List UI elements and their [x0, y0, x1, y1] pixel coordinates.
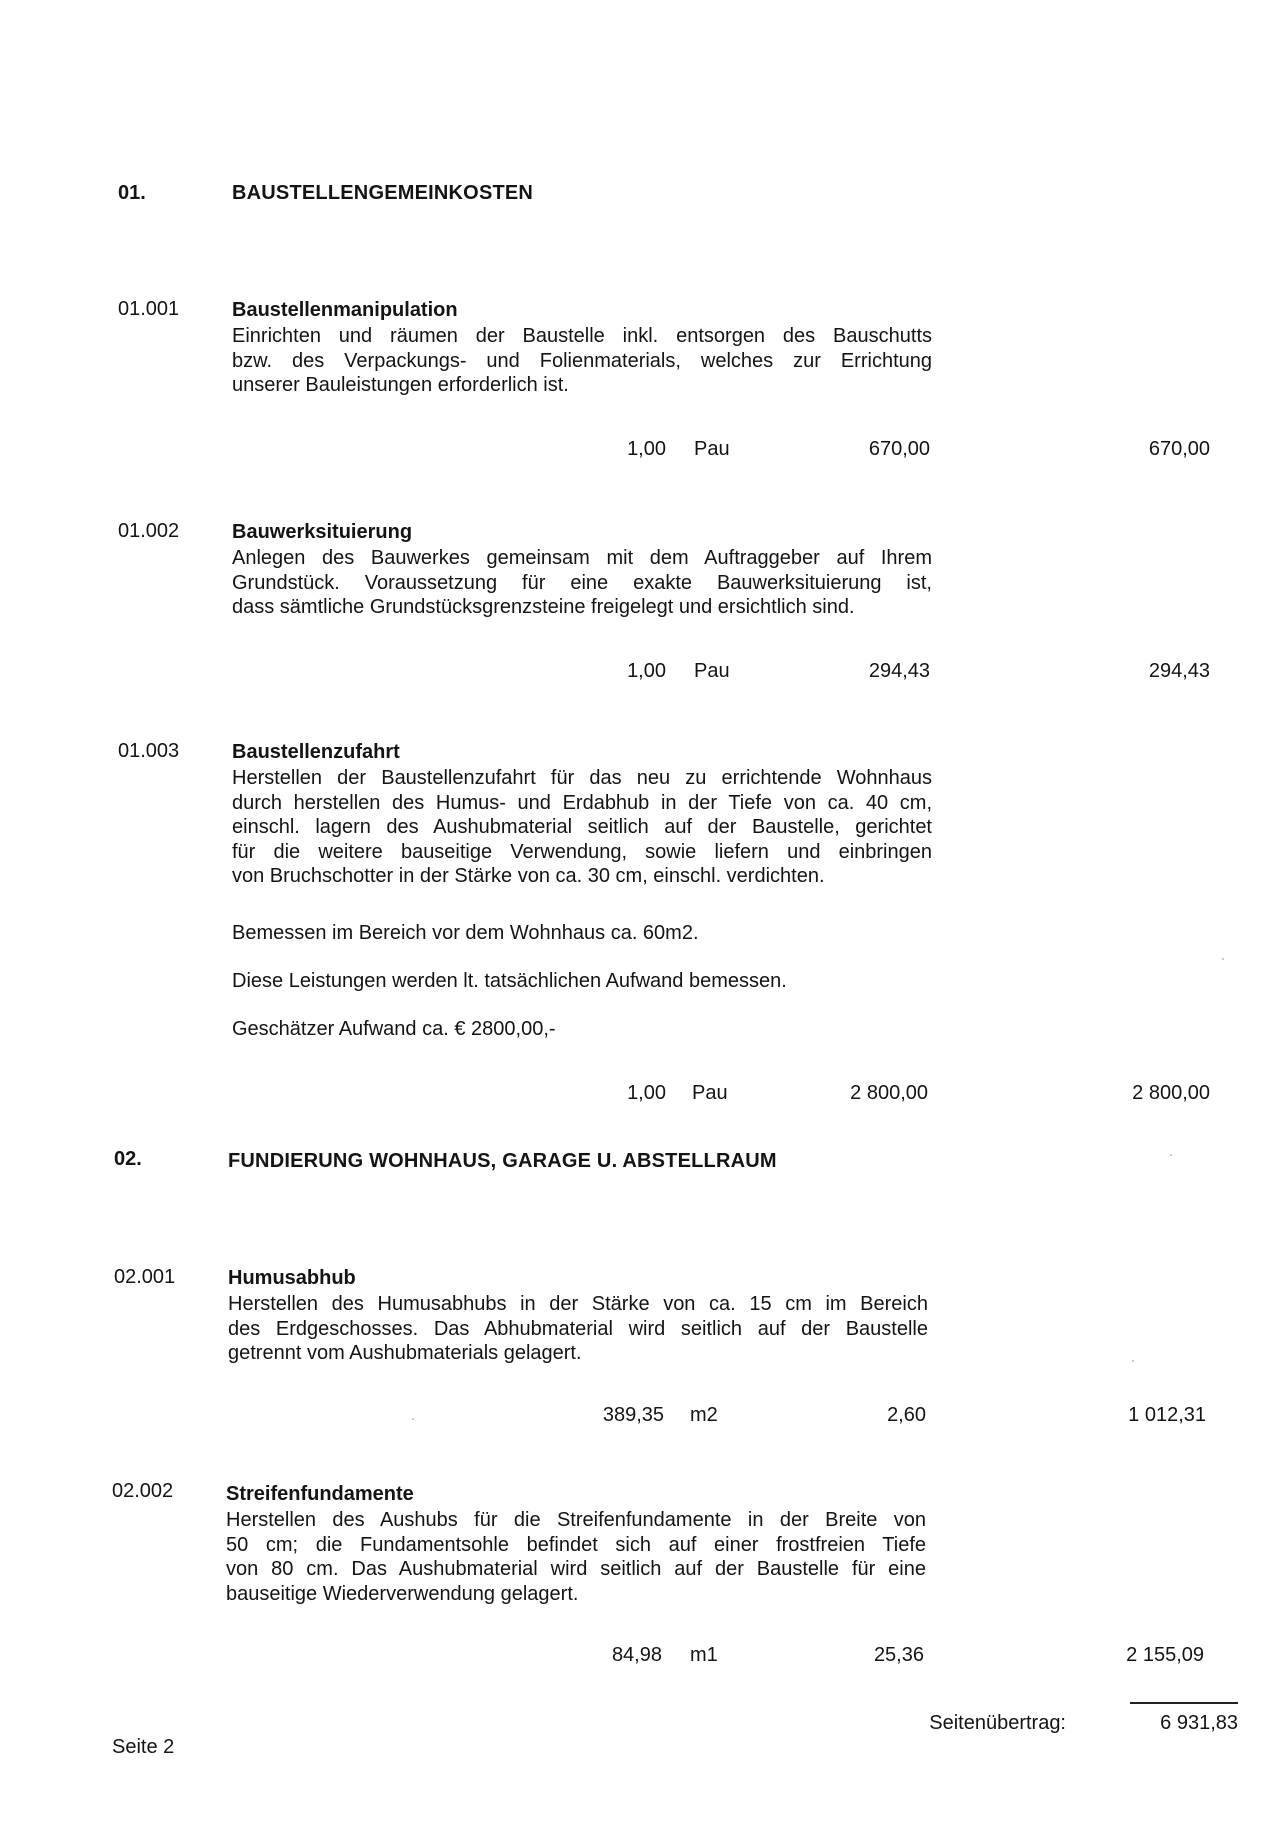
position-unit: m1 [690, 1644, 718, 1666]
position-description: Einrichten und räumen der Baustelle inkl. entsorgen des Bauschutts bzw. des Verpackungs- und Folienmaterials, welches zur Errichtung unserer Bauleistungen erforderlich ist. [232, 325, 932, 396]
position-title: Bauwerksituierung [232, 521, 413, 543]
position-total: 670,00 [1148, 438, 1210, 460]
position-number: 02.002 [112, 1480, 174, 1502]
carry-over-value: 6 931,83 [1160, 1712, 1238, 1734]
position-unit-price: 2 800,00 [850, 1082, 928, 1104]
position-total: 2 800,00 [1132, 1082, 1210, 1104]
position-total: 1 012,31 [1128, 1404, 1206, 1426]
carry-over-rule [1130, 1702, 1238, 1704]
section-title: FUNDIERUNG WOHNHAUS, GARAGE U. ABSTELLRAUM [228, 1150, 777, 1172]
position-note: Geschätzer Aufwand ca. € 2800,00,- [232, 1018, 556, 1040]
position-total: 294,43 [1148, 660, 1210, 682]
page-number: Seite 2 [112, 1736, 175, 1758]
position-quantity: 1,00 [627, 438, 666, 460]
scan-speck [1132, 1360, 1134, 1362]
position-number: 01.001 [118, 298, 180, 320]
scan-speck [412, 1418, 414, 1420]
position-number: 01.003 [118, 740, 180, 762]
position-unit-price: 670,00 [868, 438, 930, 460]
position-unit: Pau [692, 1082, 728, 1104]
position-unit-price: 25,36 [873, 1644, 924, 1666]
position-title: Baustellenzufahrt [232, 741, 400, 763]
section-number: 02. [114, 1148, 142, 1170]
position-unit-price: 2,60 [887, 1404, 926, 1426]
position-note: Bemessen im Bereich vor dem Wohnhaus ca. 60m2. [232, 922, 699, 944]
position-unit: Pau [694, 438, 730, 460]
scan-speck [1222, 958, 1224, 960]
position-number: 01.002 [118, 520, 180, 542]
section-number: 01. [118, 182, 146, 204]
position-number: 02.001 [114, 1266, 176, 1288]
position-note: Diese Leistungen werden lt. tatsächlichen Aufwand bemessen. [232, 970, 787, 992]
position-description: Herstellen des Humusabhubs in der Stärke von ca. 15 cm im Bereich des Erdgeschosses. Das Abhubmaterial wird seitlich auf der Baustelle getrennt vom Aushubmaterials gelagert. [228, 1293, 928, 1364]
position-title: Baustellenmanipulation [232, 299, 458, 321]
position-description: Herstellen der Baustellenzufahrt für das neu zu errichtende Wohnhaus durch herstellen des Humus- und Erdabhub in der Tiefe von ca. 40 cm, einschl. lagern des Aushubmaterial seitlich auf der Baustelle, gerichtet für die weitere bauseitige Verwendung, sowie liefern und einbringen von Bruchschotter in der Stärke von ca. 30 cm, einschl. verdichten. [232, 767, 932, 887]
position-unit: Pau [694, 660, 730, 682]
position-unit: m2 [690, 1404, 718, 1426]
position-quantity: 84,98 [611, 1644, 662, 1666]
position-description: Anlegen des Bauwerkes gemeinsam mit dem Auftraggeber auf Ihrem Grundstück. Voraussetzung für eine exakte Bauwerksituierung ist, dass sämtliche Grundstücksgrenzsteine freigelegt und ersichtlich sind. [232, 547, 932, 618]
position-quantity: 1,00 [627, 1082, 666, 1104]
position-description: Herstellen des Aushubs für die Streifenfundamente in der Breite von 50 cm; die Fundamentsohle befindet sich auf einer frostfreien Tiefe von 80 cm. Das Aushubmaterial wird seitlich auf der Baustelle für eine bauseitige Wiederverwendung gelagert. [226, 1509, 926, 1605]
carry-over-label: Seitenübertrag: [929, 1712, 1066, 1734]
section-title: BAUSTELLENGEMEINKOSTEN [232, 182, 534, 204]
position-unit-price: 294,43 [868, 660, 930, 682]
position-title: Humusabhub [228, 1267, 356, 1289]
scan-speck [1170, 1154, 1172, 1156]
position-total: 2 155,09 [1126, 1644, 1204, 1666]
position-title: Streifenfundamente [226, 1483, 414, 1505]
position-quantity: 389,35 [602, 1404, 664, 1426]
position-quantity: 1,00 [627, 660, 666, 682]
